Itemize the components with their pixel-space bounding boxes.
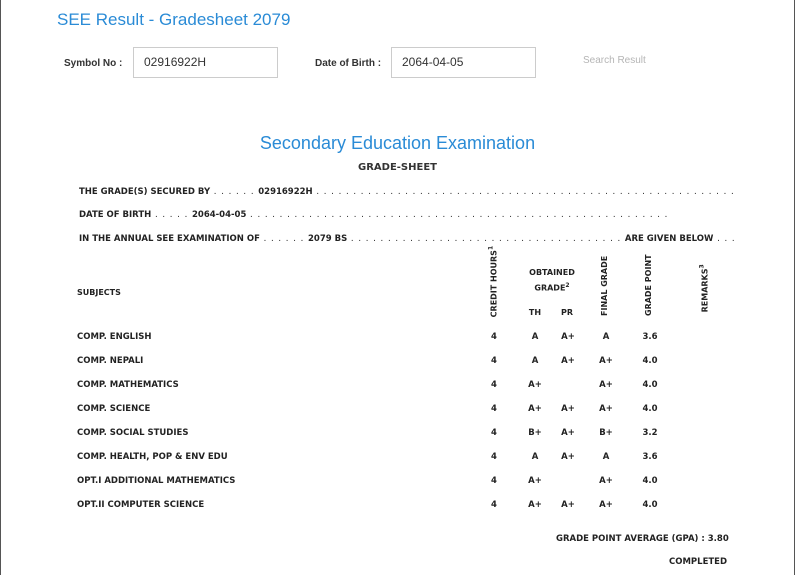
credit-cell: 4 bbox=[491, 380, 497, 390]
credit-cell: 4 bbox=[491, 452, 497, 462]
pr-cell: A+ bbox=[561, 500, 575, 510]
pr-header: PR bbox=[560, 308, 574, 317]
subject-cell: COMP. MATHEMATICS bbox=[77, 380, 179, 390]
credit-cell: 4 bbox=[491, 404, 497, 414]
th-cell: B+ bbox=[528, 428, 542, 438]
grade-point-cell: 4.0 bbox=[642, 380, 658, 390]
grade-point-cell: 4.0 bbox=[642, 476, 658, 486]
final-grade-cell: A bbox=[602, 332, 610, 342]
declaration-line-3: IN THE ANNUAL SEE EXAMINATION OF . . . . . . 2079 BS . . . . . . . . . . . . . . . . . . . . . . . . . . . . . . . . . . . . . ARE GIVEN BELOW . . . bbox=[79, 234, 736, 244]
pr-cell: A+ bbox=[561, 452, 575, 462]
subject-cell: OPT.II COMPUTER SCIENCE bbox=[77, 500, 205, 510]
grade-point-cell: 3.6 bbox=[642, 332, 658, 342]
grade-point-cell: 3.6 bbox=[642, 452, 658, 462]
final-grade-cell: A+ bbox=[599, 380, 613, 390]
th-cell: A+ bbox=[528, 500, 542, 510]
credit-cell: 4 bbox=[491, 332, 497, 342]
decl-1-label: THE GRADE(S) SECURED BY bbox=[79, 187, 211, 197]
search-result-button[interactable]: Search Result bbox=[583, 55, 646, 66]
subjects-header: SUBJECTS bbox=[77, 288, 121, 297]
th-cell: A bbox=[531, 356, 539, 366]
final-grade-header: FINAL GRADE bbox=[600, 255, 609, 316]
status-text: COMPLETED bbox=[669, 557, 728, 567]
pr-cell: A+ bbox=[561, 428, 575, 438]
grade-point-header: GRADE POINT bbox=[644, 254, 653, 316]
grade-point-cell: 4.0 bbox=[642, 404, 658, 414]
page-title: SEE Result - Gradesheet 2079 bbox=[57, 10, 291, 29]
gpa-summary: GRADE POINT AVERAGE (GPA) : 3.80 bbox=[556, 534, 729, 544]
declaration-line-1: THE GRADE(S) SECURED BY . . . . . . 02916922H . . . . . . . . . . . . . . . . . . . . . . . . . . . . . . . . . . . . . . . . . . . . . . . . . . . . . . . . . bbox=[79, 187, 735, 197]
final-grade-cell: A+ bbox=[599, 356, 613, 366]
subject-cell: COMP. SOCIAL STUDIES bbox=[77, 428, 189, 438]
subject-cell: COMP. HEALTH, POP & ENV EDU bbox=[77, 452, 228, 462]
final-grade-cell: B+ bbox=[599, 428, 613, 438]
th-cell: A+ bbox=[528, 404, 542, 414]
grade-point-cell: 3.2 bbox=[642, 428, 658, 438]
th-cell: A+ bbox=[528, 476, 542, 486]
subject-cell: OPT.I ADDITIONAL MATHEMATICS bbox=[77, 476, 236, 486]
symbol-label: Symbol No : bbox=[64, 58, 123, 69]
th-cell: A bbox=[531, 332, 539, 342]
final-grade-cell: A+ bbox=[599, 404, 613, 414]
grade-point-cell: 4.0 bbox=[642, 500, 658, 510]
credit-cell: 4 bbox=[491, 500, 497, 510]
grade-header: GRADE$^2$ bbox=[534, 282, 570, 293]
credit-cell: 4 bbox=[491, 356, 497, 366]
sheet-title: GRADE-SHEET bbox=[358, 162, 437, 173]
pr-cell: A+ bbox=[561, 356, 575, 366]
credit-cell: 4 bbox=[491, 428, 497, 438]
th-header: TH bbox=[528, 308, 542, 317]
decl-2-value: 2064-04-05 bbox=[191, 210, 247, 220]
decl-1-value: 02916922H bbox=[258, 187, 313, 197]
symbol-input[interactable]: 02916922H bbox=[133, 47, 278, 78]
decl-2-label: DATE OF BIRTH bbox=[79, 210, 152, 220]
credit-cell: 4 bbox=[491, 476, 497, 486]
subject-cell: COMP. ENGLISH bbox=[77, 332, 152, 342]
subject-cell: COMP. SCIENCE bbox=[77, 404, 151, 414]
grade-point-cell: 4.0 bbox=[642, 356, 658, 366]
final-grade-cell: A+ bbox=[599, 476, 613, 486]
pr-cell: A+ bbox=[561, 332, 575, 342]
obtained-header: OBTAINED bbox=[529, 268, 575, 277]
declaration-line-2: DATE OF BIRTH . . . . . 2064-04-05 . . . . . . . . . . . . . . . . . . . . . . . . . . . . . . . . . . . . . . . . . . . . . . . . . . . . . . . . . bbox=[79, 210, 669, 220]
dob-input[interactable]: 2064-04-05 bbox=[391, 47, 536, 78]
th-cell: A bbox=[531, 452, 539, 462]
final-grade-cell: A+ bbox=[599, 500, 613, 510]
exam-title: Secondary Education Examination bbox=[259, 133, 536, 153]
remarks-header: REMARKS$^3$ bbox=[698, 264, 710, 313]
th-cell: A+ bbox=[528, 380, 542, 390]
subject-cell: COMP. NEPALI bbox=[77, 356, 144, 366]
decl-3-value: 2079 BS bbox=[308, 234, 348, 244]
decl-3-label: IN THE ANNUAL SEE EXAMINATION OF bbox=[79, 234, 260, 244]
decl-3-suffix: ARE GIVEN BELOW bbox=[624, 234, 714, 244]
final-grade-cell: A bbox=[602, 452, 610, 462]
credit-hours-header bbox=[463, 245, 523, 318]
credit-hours-label: CREDIT HOURS$^1$ bbox=[487, 245, 499, 318]
pr-cell: A+ bbox=[561, 404, 575, 414]
dob-label: Date of Birth : bbox=[315, 58, 382, 69]
